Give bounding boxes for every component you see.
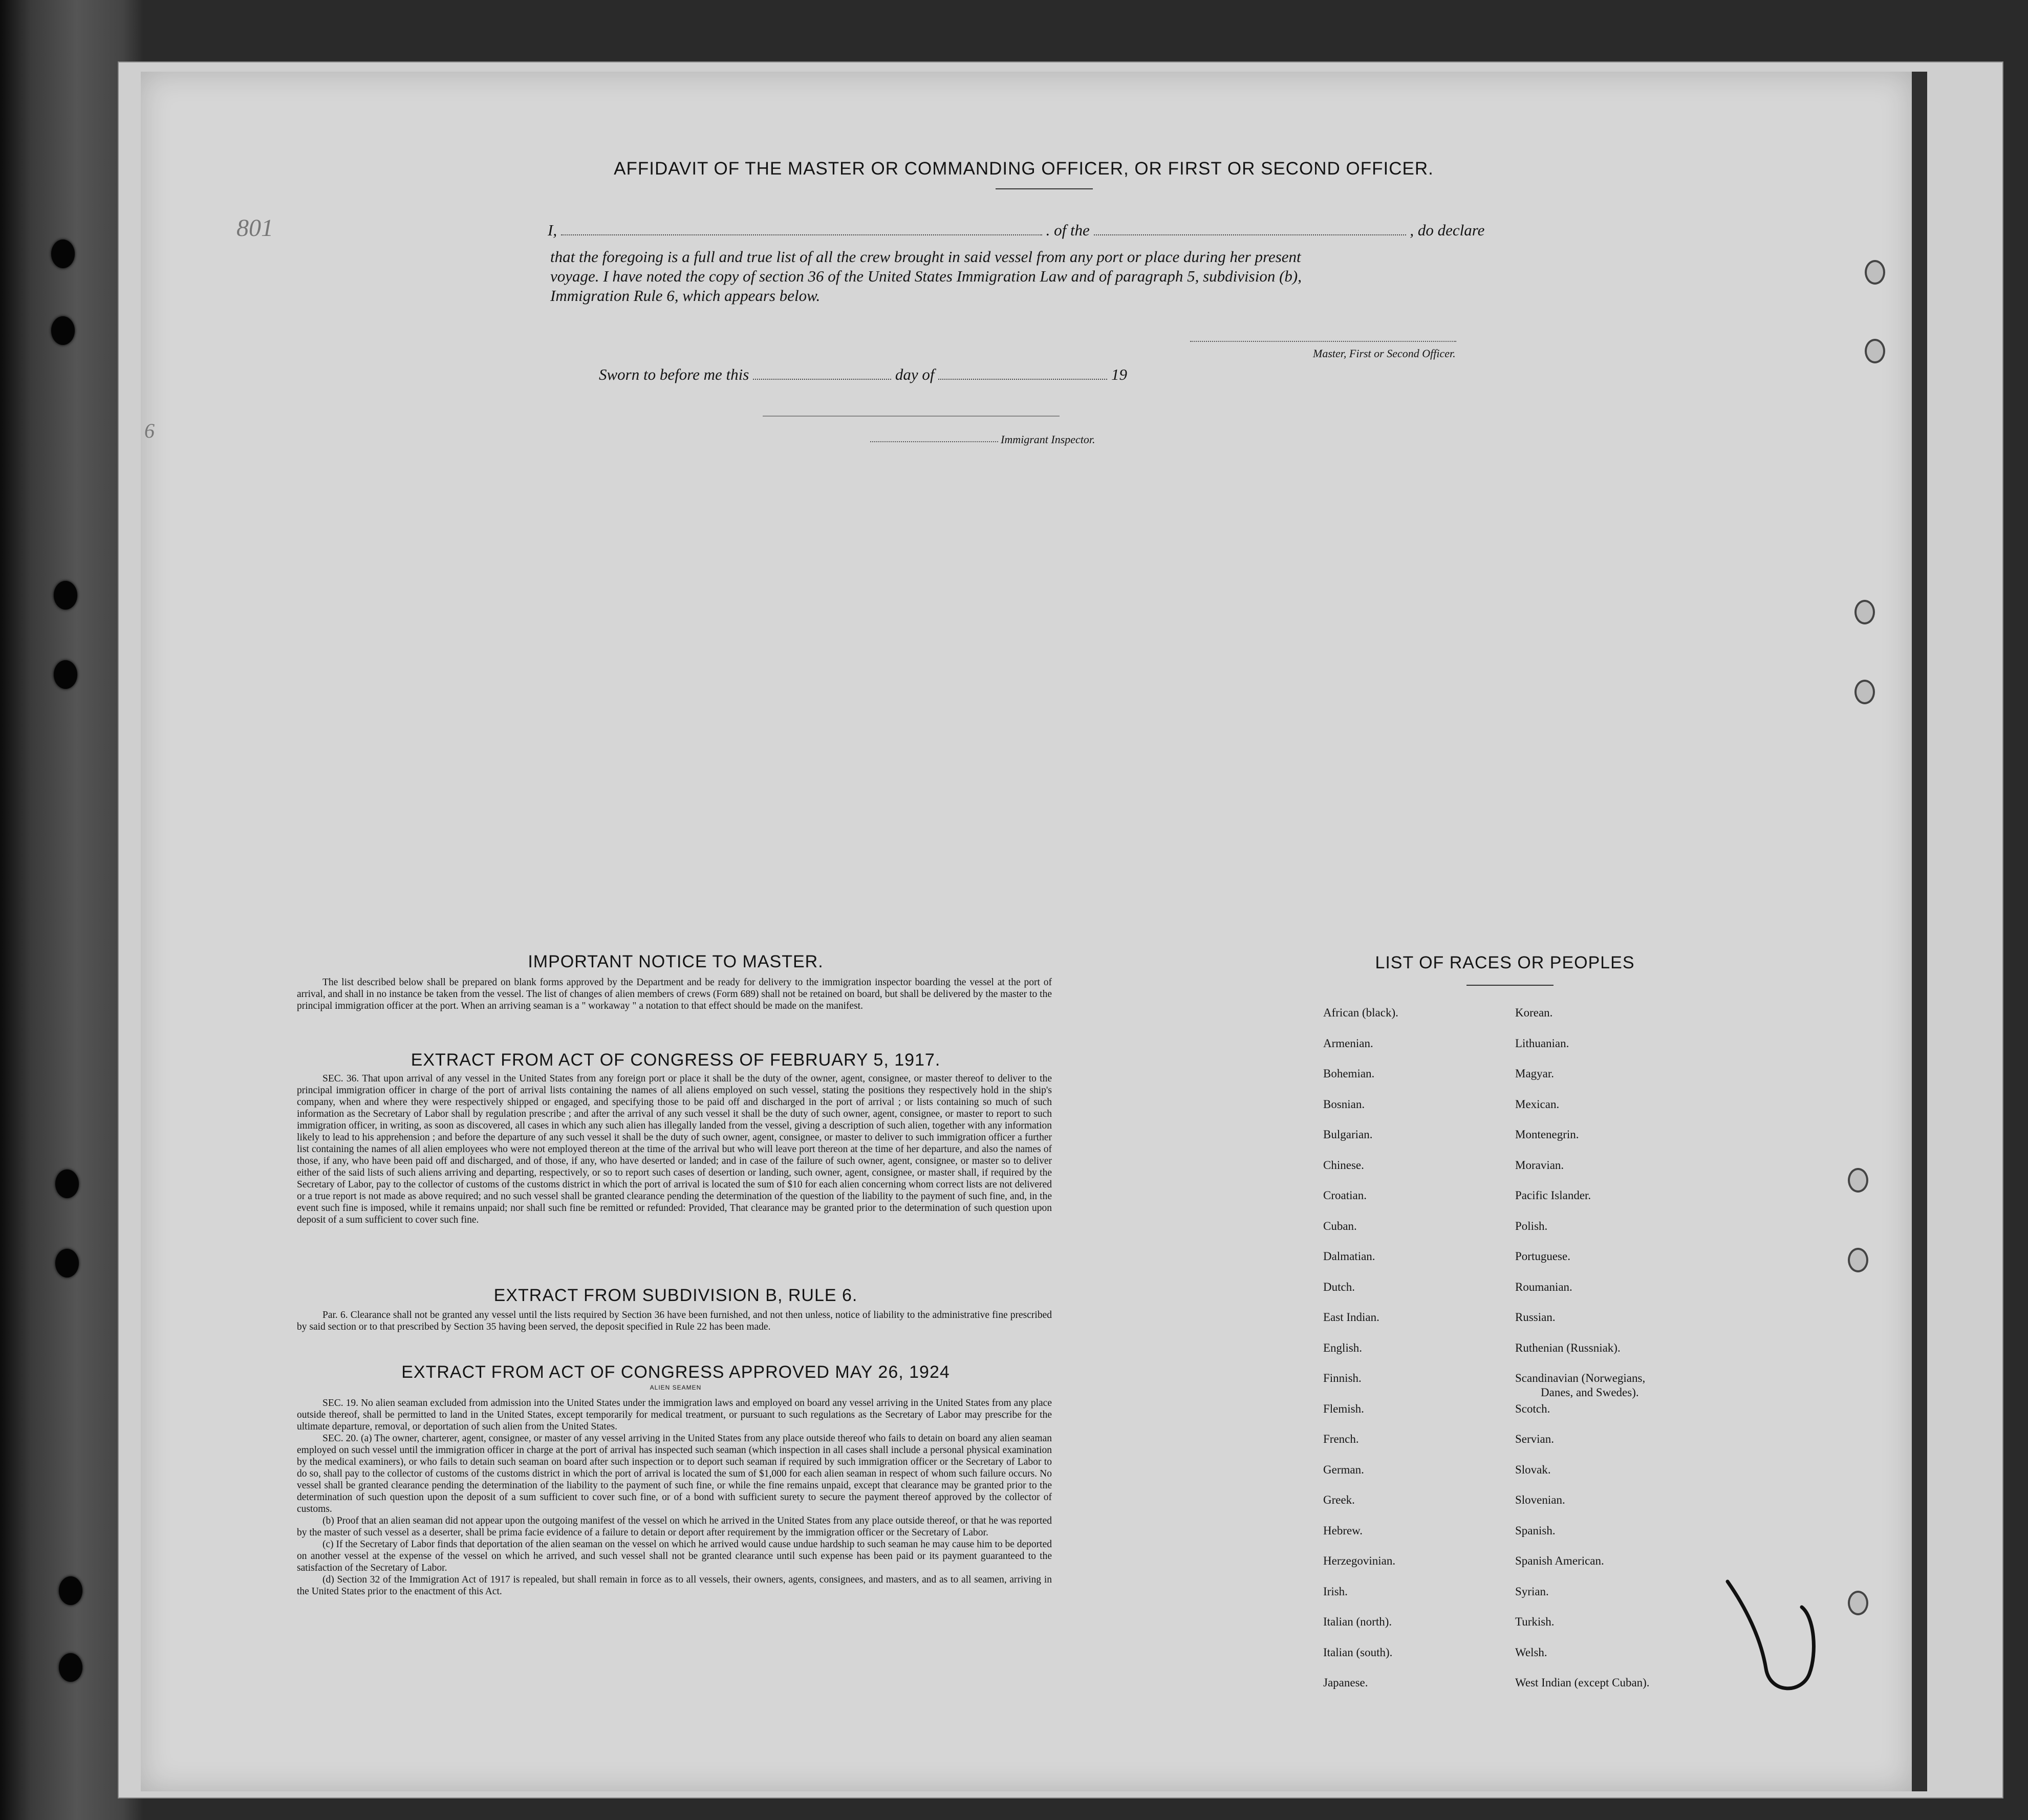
race-item: Flemish.	[1323, 1402, 1364, 1415]
affidavit-line-4: Immigration Rule 6, which appears below.	[550, 287, 821, 305]
binder-hole	[51, 316, 75, 345]
race-item: Scotch.	[1515, 1402, 1550, 1415]
race-item: Scandinavian (Norwegians,	[1515, 1372, 1646, 1384]
ghost-number: 801	[236, 214, 273, 242]
punch-hole	[1848, 1591, 1868, 1615]
sec-19-paragraph: SEC. 19. No alien seaman excluded from admission into the United States under the immigration laws and employed on board any vessel arriving in the United States from any place outside thereof, shall be permitted to land in the United States, except temporarily for medical treatment, or pursuant to such regulations as the Secretary of Labor may prescribe for the ultimate departure, removal, or deportation of such alien from the United States.	[297, 1398, 1052, 1432]
race-item: Bulgarian.	[1323, 1128, 1373, 1141]
binder-hole	[55, 1249, 79, 1277]
vessel-name-blank[interactable]	[1094, 234, 1406, 235]
race-item: Italian (south).	[1323, 1645, 1393, 1659]
race-item: Italian (north).	[1323, 1615, 1392, 1628]
race-item: Syrian.	[1515, 1585, 1549, 1598]
affidavit-line-3: voyage. I have noted the copy of section 36 of the United States Immigration Law and of paragraph 5, subdivision (b),	[550, 267, 1302, 285]
act-1917-title: EXTRACT FROM ACT OF CONGRESS OF FEBRUARY 5, 1917.	[411, 1050, 941, 1070]
notice-text: The list described below shall be prepared on blank forms approved by the Department and be ready for delivery to the immigration inspector boarding the vessel at the port of arrival, and shall in no instance be taken from the vessel. The list of changes of alien members of crews (Form 689) shall not be retained on board, but shall be delivered by the master to the principal immigration officer at the port. When an arriving seaman is a " workaway " a notation to that effect should be made on the manifest.	[297, 977, 1052, 1011]
race-item: Servian.	[1515, 1433, 1555, 1445]
page-right-edge	[1912, 72, 1927, 1791]
race-item: Bosnian.	[1323, 1097, 1365, 1111]
punch-hole	[1854, 600, 1875, 624]
inspector-dotted-line	[870, 441, 998, 442]
binder-hole	[59, 1576, 82, 1605]
race-item: Welsh.	[1515, 1645, 1547, 1659]
race-item: Herzegovinian.	[1323, 1554, 1396, 1567]
race-item: Dalmatian.	[1323, 1250, 1375, 1263]
race-item: Turkish.	[1515, 1615, 1555, 1628]
affidavit-line-1	[548, 221, 1484, 240]
race-item: Montenegrin.	[1515, 1128, 1579, 1141]
race-item: Croatian.	[1323, 1189, 1367, 1202]
title-underline	[996, 188, 1093, 189]
race-item: West Indian (except Cuban).	[1515, 1676, 1650, 1689]
sec-20c-paragraph: (c) If the Secretary of Labor finds that deportation of the alien seaman on the vessel on which he arrived would cause undue hardship to such seaman he may cause him to be deported on another vessel at the expense of the vessel on which he arrived, and such vessel shall not be granted clearance until such expense has been paid or its payment guaranteed to the satisfaction of the Secretary of Labor.	[297, 1539, 1052, 1573]
act-1924-title: EXTRACT FROM ACT OF CONGRESS APPROVED MAY 26, 1924	[401, 1362, 950, 1382]
race-item: Danes, and Swedes).	[1541, 1386, 1639, 1399]
race-item: Polish.	[1515, 1219, 1548, 1232]
year-prefix: 19	[1111, 365, 1127, 383]
race-item: Spanish.	[1515, 1524, 1556, 1537]
sec-20a-paragraph: SEC. 20. (a) The owner, charterer, agent, consignee, or master of any vessel arriving in the United States from any place outside thereof who fails to detain on board any alien seaman employed on such vessel until the immigration officer in charge at the port of arrival has inspected such seaman (which inspection in all cases shall include a personal physical examination by the medical examiners), or who fails to detain such seaman on board after such inspection or to deport such seaman if required by such immigration officer or the Secretary of Labor to do so, shall pay to the collector of customs of the customs district in which the port of arrival is located the sum of $1,000 for each alien seaman in respect of whom such failure occurs. No vessel shall be granted clearance pending the determination of the liability to the payment of such fine, or while the fine remains unpaid, except that clearance may be granted prior to the determination of such question upon the deposit of a sum sufficient to cover such fine, or of a bond with sufficient surety to secure the payment thereof approved by the collector of customs.	[297, 1433, 1052, 1514]
sec-20d-paragraph: (d) Section 32 of the Immigration Act of 1917 is repealed, but shall remain in force as to all vessels, their owners, agents, consignees, and masters, and as to all seamen, arriving in the United States prior to the enactment of this Act.	[297, 1574, 1052, 1597]
race-item: German.	[1323, 1463, 1364, 1476]
sworn-text: Sworn to before me this	[599, 365, 749, 383]
officer-name-blank[interactable]	[561, 234, 1042, 235]
race-item: Korean.	[1515, 1006, 1553, 1019]
inspector-signature-line[interactable]	[763, 416, 1060, 417]
punch-hole	[1848, 1168, 1868, 1193]
rule6-text: Par. 6. Clearance shall not be granted any vessel until the lists required by Section 36 have been furnished, and not then unless, notice of liability to the administrative fine prescribed by said section or to that prescribed by Section 35 having been served, the deposit specified in Rule 22 has been made.	[297, 1310, 1052, 1332]
binder-hole	[51, 240, 75, 268]
binder-hole	[54, 660, 77, 689]
race-item: Slovenian.	[1515, 1493, 1565, 1506]
race-item: Portuguese.	[1515, 1250, 1570, 1263]
act-1917-text: SEC. 36. That upon arrival of any vessel in the United States from any foreign port or place it shall be the duty of the owner, agent, consignee, or master thereof to deliver to the principal immigration officer in charge of the port of arrival lists containing the names of all aliens employed on such vessel, stating the positions they respectively hold in the ship's company, when and where they were respectively shipped or engaged, and specifying those to be paid off and discharged in the port of arrival ; or lists containing so much of such information as the Secretary of Labor shall by regulation prescribe ; and after the arrival of any such vessel it shall be the duty of such owner, agent, consignee, or master to report to such immigration officer, in writing, as soon as discovered, all cases in which any such alien has illegally landed from the vessel, giving a description of such alien, together with any information likely to lead to his apprehension ; and before the departure of any such vessel it shall be the duty of such owner, agent, consignee, or master to deliver to such immigration officer a further list containing the names of all alien employees who were not employed thereon at the time of the arrival but who will leave port thereon at the time of her departure, and also the names of those, if any, who have been paid off and discharged, and of those, if any, who have deserted or landed; and in case of the failure of such owner, agent, consignee, or master so to deliver either of the said lists of such aliens arriving and departing, respectively, or so to report such cases of desertion or landing, such owner, agent, consignee, or master shall, if required by the Secretary of Labor, pay to the collector of customs of the customs district in which the port of arrival is located the sum of $10 for each alien concerning whom correct lists are not delivered or a true report is not made as above required; and no such vessel shall be granted clearance pending the determination of the question of the liability to the payment of such fine, and, in the event such fine is imposed, while it remains unpaid; nor shall such fine be remitted or refunded: Provided, That clearance may be granted prior to the determination of such question upon deposit of a sum sufficient to cover such fine.	[297, 1073, 1052, 1225]
affidavit-line-2: that the foregoing is a full and true list of all the crew brought in said vessel from any port or place during her present	[550, 248, 1301, 266]
pencil-annotation	[1725, 1576, 1827, 1699]
rule6-title: EXTRACT FROM SUBDIVISION B, RULE 6.	[493, 1286, 858, 1305]
punch-hole	[1865, 339, 1885, 363]
race-item: Armenian.	[1323, 1036, 1373, 1050]
sec-20b-paragraph: (b) Proof that an alien seaman did not appear upon the outgoing manifest of the vessel on which he arrived in the United States from any place outside thereof, or that he was reported by the master of such vessel as a deserter, shall be prima facie evidence of a failure to detain or deport after requirement by the immigration officer or the Secretary of Labor.	[297, 1515, 1052, 1538]
inspector-label: Immigrant Inspector.	[1001, 433, 1095, 446]
race-item: Roumanian.	[1515, 1280, 1572, 1293]
race-item: Ruthenian (Russniak).	[1515, 1341, 1621, 1354]
affidavit-title: AFFIDAVIT OF THE MASTER OR COMMANDING OFFICER, OR FIRST OR SECOND OFFICER.	[614, 159, 1434, 179]
margin-mark: 6	[144, 419, 155, 442]
race-item: Russian.	[1515, 1311, 1556, 1324]
race-item: Dutch.	[1323, 1280, 1355, 1293]
race-item: Finnish.	[1323, 1372, 1362, 1384]
race-item: Chinese.	[1323, 1158, 1364, 1172]
race-item: French.	[1323, 1433, 1359, 1445]
race-item: English.	[1323, 1341, 1363, 1354]
race-item: Greek.	[1323, 1493, 1355, 1506]
race-item: Pacific Islander.	[1515, 1189, 1591, 1202]
race-item: Bohemian.	[1323, 1067, 1375, 1080]
binder-hole	[54, 581, 77, 610]
binder-hole	[59, 1653, 82, 1682]
sworn-month-blank[interactable]	[938, 379, 1107, 380]
race-item: Slovak.	[1515, 1463, 1551, 1476]
day-of-text: day of	[895, 365, 935, 383]
do-declare-text: , do declare	[1410, 221, 1485, 239]
pronoun-i: I,	[548, 221, 557, 239]
race-item: Lithuanian.	[1515, 1036, 1569, 1050]
race-item: Magyar.	[1515, 1067, 1555, 1080]
race-item: Hebrew.	[1323, 1524, 1363, 1537]
race-item: Mexican.	[1515, 1097, 1560, 1111]
sworn-line	[599, 365, 1127, 384]
race-item: Japanese.	[1323, 1676, 1368, 1689]
punch-hole	[1865, 260, 1885, 285]
race-item: Moravian.	[1515, 1158, 1564, 1172]
master-signature-line[interactable]	[1190, 341, 1456, 342]
of-the-text: . of the	[1046, 221, 1090, 239]
binder-hole	[55, 1169, 79, 1198]
alien-seamen-subtitle: ALIEN SEAMEN	[650, 1384, 702, 1391]
punch-hole	[1848, 1248, 1868, 1272]
notice-title: IMPORTANT NOTICE TO MASTER.	[528, 952, 824, 971]
master-signature-label: Master, First or Second Officer.	[1313, 347, 1456, 360]
race-item: Cuban.	[1323, 1219, 1357, 1232]
punch-hole	[1854, 680, 1875, 704]
race-item: Spanish American.	[1515, 1554, 1604, 1567]
race-item: African (black).	[1323, 1006, 1398, 1019]
race-item: East Indian.	[1323, 1311, 1379, 1324]
race-item: Irish.	[1323, 1585, 1348, 1598]
races-title: LIST OF RACES OR PEOPLES	[1375, 953, 1635, 972]
sworn-day-blank[interactable]	[753, 379, 891, 380]
act-1924-text	[297, 1397, 1052, 1597]
races-title-underline	[1466, 985, 1554, 986]
